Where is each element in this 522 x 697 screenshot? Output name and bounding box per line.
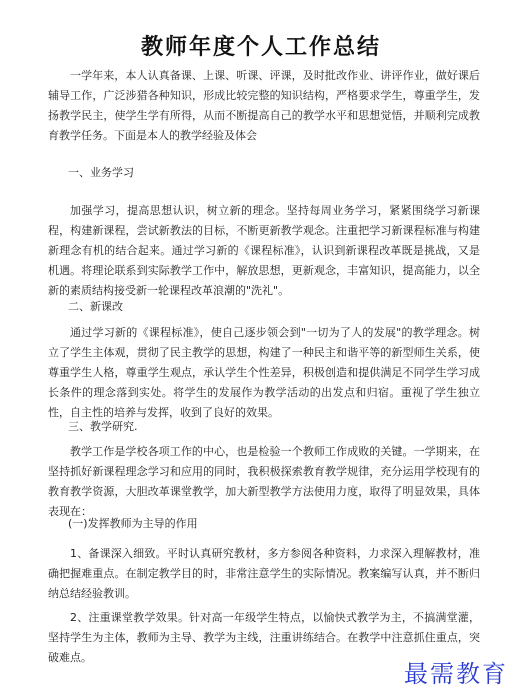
document-title: 教师年度个人工作总结 [140,34,381,60]
list-item-lesson-prep: 1、备课深入细致。平时认真研究教材，多方参阅各种资料，力求深入理解教材，准确把握难重点。在制定教学目的时，非常注意学生的实际情况。教案编写认真，并不断归纳总结经验教训。 [48,547,480,600]
section-body-teaching-research: 教学工作是学校各项工作的中心，也是检验一个教师工作成败的关键。一学期来，在坚持抓好新课程理念学习和应用的同时，我积极探索教育教学规律，充分运用学校现有的教育教学资源，大胆改革课堂教学，加大新型教学方法使用力度，取得了明显效果，具体表现在： [48,445,480,518]
watermark-logo: 最需教育 [404,660,508,688]
section-body-business-study: 加强学习，提高思想认识，树立新的理念。坚持每周业务学习，紧紧围绕学习新课程，构建新课程，尝试新教法的目标，不断更新教学观念。注重把学习新课程标准与构建新理念有机的结合起来。通过学习新的《课程标准》，认识到新课程改革既是挑战，又是机遇。将理论联系到实际教学工作中，解放思想，更新观念，丰富知识，提高能力，以全新的素质结构接受新一轮课程改革浪潮的"洗礼"。 [48,204,480,297]
section-heading-teaching-research: 三、教学研究. [68,420,138,433]
list-item-classroom-effect: 2、注重课堂教学效果。针对高一年级学生特点，以愉快式教学为主，不搞满堂灌，坚持学生为主体，教师为主导、教学为主线，注重讲练结合。在教学中注意抓住重点，突破难点。 [48,611,480,664]
section-heading-new-curriculum: 二、新课改 [68,300,123,313]
section-heading-business-study: 一、业务学习 [68,166,134,179]
intro-paragraph: 一学年来，本人认真备课、上课、听课、评课，及时批改作业、讲评作业，做好课后辅导工作，广泛涉猎各种知识，形成比较完整的知识结构，严格要求学生，尊重学生，发扬教学民主，使学生学有所得，从而不断提高自己的教学水平和思想觉悟，并顺利完成教育教学任务。下面是本人的教学经验及体会 [48,69,480,142]
section-body-new-curriculum: 通过学习新的《课程标准》，使自己逐步领会到"一切为了人的发展"的教学理念。树立了学生主体观，贯彻了民主教学的思想，构建了一种民主和谐平等的新型师生关系，使尊重学生人格，尊重学生观点，承认学生个性差异，积极创造和提供满足不同学生学习成长条件的理念落到实处。将学生的发展作为教学活动的出发点和归宿。重视了学生独立性，自主性的培养与发挥，收到了良好的效果。 [48,326,480,419]
subsection-heading-teacher-role: (一)发挥教师为主导的作用 [68,517,198,530]
